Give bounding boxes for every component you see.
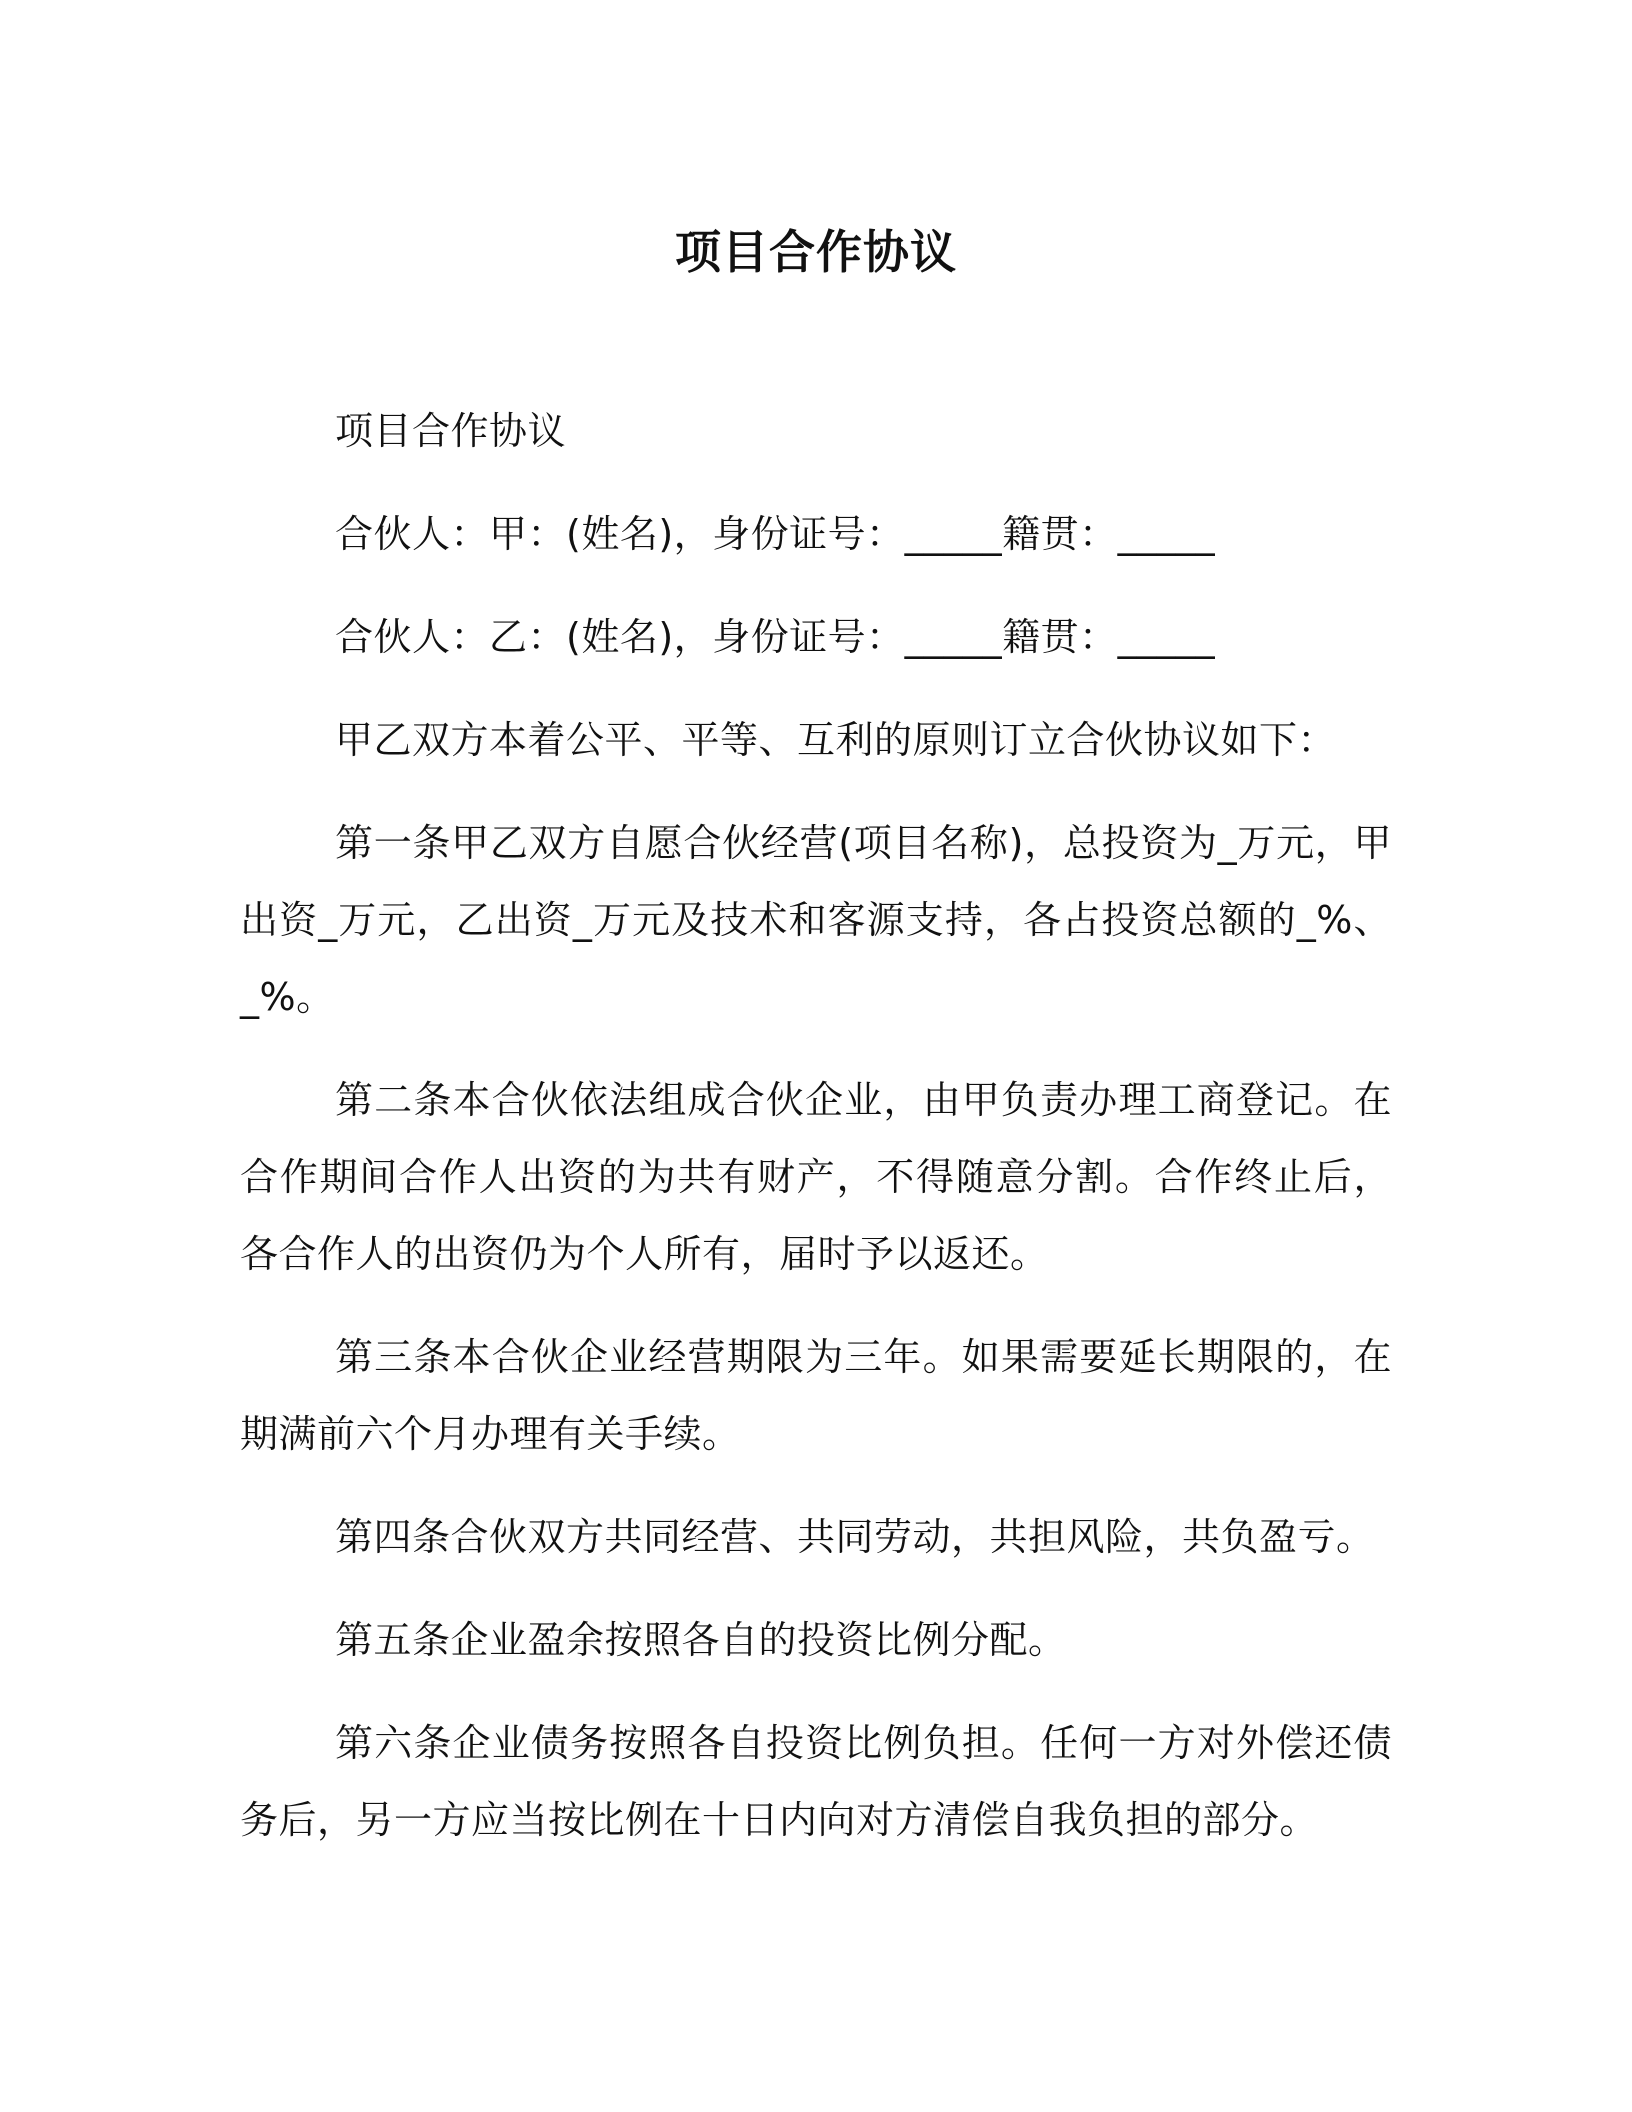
paragraph-article-6: 第六条企业债务按照各自投资比例负担。任何一方对外偿还债务后，另一方应当按比例在十日内向对方清偿自我负担的部分。 [240,1721,1392,1842]
paragraph-partner-a: 合伙人：甲：(姓名)，身份证号：_____籍贯：_____ [335,512,1216,556]
paragraph-article-4: 第四条合伙双方共同经营、共同劳动，共担风险，共负盈亏。 [335,1515,1375,1559]
paragraph-preamble: 甲乙双方本着公平、平等、互利的原则订立合伙协议如下： [335,718,1337,762]
paragraph-article-1: 第一条甲乙双方自愿合伙经营(项目名称)，总投资为_万元，甲出资_万元，乙出资_万元及技术和客源支持，各占投资总额的_%、_%。 [240,821,1392,1019]
paragraph-article-3: 第三条本合伙企业经营期限为三年。如果需要延长期限的，在期满前六个月办理有关手续。 [240,1335,1392,1456]
paragraph-subtitle: 项目合作协议 [335,409,567,453]
paragraph-article-5: 第五条企业盈余按照各自的投资比例分配。 [335,1618,1067,1662]
paragraph-article-2: 第二条本合伙依法组成合伙企业，由甲负责办理工商登记。在合作期间合作人出资的为共有财产，不得随意分割。合作终止后，各合作人的出资仍为个人所有，届时予以返还。 [240,1078,1392,1276]
document-body [240,393,1392,1885]
paragraph-partner-b: 合伙人：乙：(姓名)，身份证号：_____籍贯：_____ [335,615,1216,659]
document-title: 项目合作协议 [675,225,957,279]
